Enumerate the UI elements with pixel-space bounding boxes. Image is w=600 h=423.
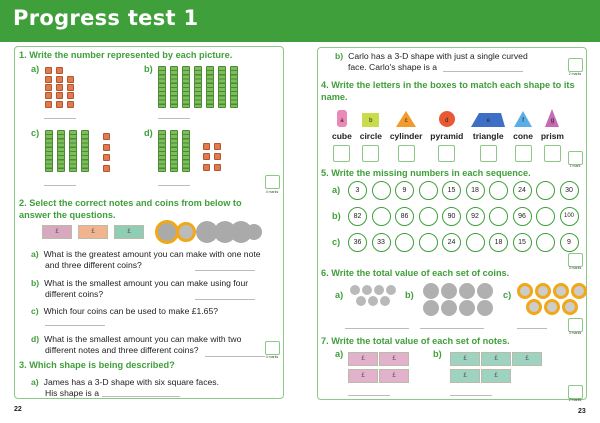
q6-marks-box[interactable] (568, 318, 583, 332)
q2-item-text: Which four coins can be used to make £1.65? (43, 306, 219, 316)
shape-letter: d (445, 118, 449, 124)
sequence-blank-input[interactable] (536, 181, 555, 200)
sequence-blank-input[interactable] (372, 181, 391, 200)
q2-item-text: What is the smallest amount you can make with two different notes and three different coins? (44, 334, 242, 355)
q3a-answer-line[interactable] (102, 396, 180, 397)
coin-icon (246, 224, 262, 240)
shape-answer-box[interactable] (362, 145, 379, 162)
unit-cube-icon (45, 101, 52, 108)
shape-d-wrap (439, 105, 455, 127)
q3a-label: a) (31, 377, 39, 387)
banknote-icon: £ (481, 369, 511, 383)
q5-marks-label: 3 marks (568, 266, 582, 270)
sequence-blank-input[interactable] (419, 207, 438, 226)
shape-f-wrap (514, 105, 532, 127)
q4-column (430, 105, 463, 162)
q2-marks-box[interactable] (265, 341, 280, 355)
unit-cube-icon (103, 154, 110, 161)
sequence-blank-input[interactable] (372, 207, 391, 226)
shape-name-label: prism (540, 131, 564, 141)
coin-icon (176, 222, 196, 242)
shape-b-wrap (362, 105, 379, 127)
sequence-number: 90 (442, 207, 461, 226)
seq-row-label: b) (332, 211, 341, 221)
coin-pound-icon (517, 283, 533, 299)
ten-rod-icon (230, 66, 238, 108)
banknote-icon: £ (379, 369, 409, 383)
coin-pound-icon (535, 283, 551, 299)
q4-column (471, 105, 505, 162)
banknote-icon: £ (348, 352, 378, 366)
banknote-icon: £ (114, 225, 144, 239)
shape-letter: e (486, 118, 490, 124)
unit-cube-icon (67, 92, 74, 99)
banknote-icon: £ (450, 352, 480, 366)
unit-cube-icon (203, 143, 210, 150)
coin-5p-icon (350, 285, 360, 295)
q2-item (31, 306, 261, 317)
ten-rod-icon (218, 66, 226, 108)
coin-pound-icon (526, 299, 542, 315)
shape-answer-box[interactable] (515, 145, 532, 162)
q5-title: 5. Write the missing numbers in each sequence. (321, 168, 531, 178)
unit-cube-icon (56, 76, 63, 83)
sequence-number: 82 (348, 207, 367, 226)
unit-cube-icon (67, 84, 74, 91)
seq-row-label: c) (332, 237, 341, 247)
unit-cube-icon (67, 101, 74, 108)
sequence-number: 18 (489, 233, 508, 252)
q6-marks-label: 3 marks (568, 331, 582, 335)
q2-answer-line[interactable] (205, 356, 265, 357)
ten-rod-icon (158, 130, 166, 172)
q3b-text-line1: Carlo has a 3-D shape with just a single curved (348, 51, 528, 61)
sequence-number: 24 (442, 233, 461, 252)
sequence-blank-input[interactable] (489, 207, 508, 226)
shape-c-wrap (396, 105, 416, 127)
shape-a-wrap (337, 105, 347, 127)
q4-title: 4. Write the letters in the boxes to match each shape to its name. (321, 80, 575, 102)
sequence-blank-input[interactable] (395, 233, 414, 252)
unit-cube-icon (56, 67, 63, 74)
q4-column (513, 105, 533, 162)
shape-answer-box[interactable] (480, 145, 497, 162)
q1a-label: a) (31, 64, 40, 74)
shape-answer-box[interactable] (333, 145, 350, 162)
unit-cube-icon (203, 153, 210, 160)
q3b-marks-label: 2 marks (568, 72, 582, 76)
shape-name-label: cone (513, 131, 533, 141)
q2-item-label: a) (31, 249, 39, 259)
q4-column (541, 105, 564, 162)
unit-cube-icon (45, 76, 52, 83)
sequence-number: 9 (395, 181, 414, 200)
q4-column (332, 105, 352, 162)
q2-answer-line[interactable] (45, 325, 105, 326)
q2-marks-label: 4 marks (265, 355, 279, 359)
q3a-text-line1: James has a 3-D shape with six square faces. (43, 377, 219, 387)
sequence-number: 36 (348, 233, 367, 252)
q6-answer-line[interactable] (420, 328, 484, 329)
q1a-answer-line[interactable] (44, 118, 76, 119)
unit-cube-icon (103, 165, 110, 172)
coin-pound-icon (553, 283, 569, 299)
q1c-answer-line[interactable] (44, 185, 76, 186)
q6-answer-line[interactable] (517, 328, 547, 329)
seq-row-label: a) (332, 185, 341, 195)
shape-g-wrap (545, 105, 559, 127)
page-header (0, 0, 600, 42)
sequence-number: 9 (560, 233, 579, 252)
q2-item-label: b) (31, 278, 40, 288)
ten-rod-icon (81, 130, 89, 172)
q1-title: 1. Write the number represented by each picture. (19, 50, 233, 60)
shape-letter: f (522, 118, 524, 124)
unit-cube-icon (214, 153, 221, 160)
q3a-text-line2: His shape is a (45, 388, 99, 398)
shape-letter: c (404, 118, 408, 124)
coin-pound-icon (571, 283, 587, 299)
q2-item (31, 249, 261, 271)
sequence-number: 33 (372, 233, 391, 252)
banknote-icon: £ (78, 225, 108, 239)
sequence-number: 96 (513, 207, 532, 226)
q3b-marks-box[interactable] (568, 58, 583, 72)
q1-marks-label: 4 marks (265, 190, 279, 194)
q5-marks-box[interactable] (568, 253, 583, 267)
coin-pound-icon (562, 299, 578, 315)
unit-cube-icon (67, 76, 74, 83)
q2-answer-line[interactable] (195, 270, 255, 271)
ten-rod-icon (194, 66, 202, 108)
q4-column (390, 105, 423, 162)
unit-cube-icon (103, 133, 110, 140)
q2-item (31, 278, 261, 300)
q6-title: 6. Write the total value of each set of coins. (321, 268, 510, 278)
coin-5p-icon (368, 296, 378, 306)
shape-name-label: circle (359, 131, 382, 141)
q7a-answer-line[interactable] (348, 395, 390, 396)
page-number-left: 22 (14, 406, 22, 413)
q4-shapes-row (332, 105, 564, 162)
banknote-icon: £ (450, 369, 480, 383)
q6-b-label: b) (405, 290, 414, 300)
ten-rod-icon (182, 66, 190, 108)
q3b-text (335, 51, 528, 62)
ten-rod-icon (170, 66, 178, 108)
coin-10p-icon (477, 283, 493, 299)
q2-title: 2. Select the correct notes and coins from below to answer the questions. (19, 198, 242, 220)
shape-letter: a (340, 118, 344, 124)
q3b-answer-line[interactable] (443, 71, 523, 72)
banknote-icon: £ (42, 225, 72, 239)
shape-answer-box[interactable] (544, 145, 561, 162)
shape-name-label: triangle (472, 131, 504, 141)
unit-cube-icon (214, 164, 221, 171)
unit-cube-icon (56, 92, 63, 99)
shape-answer-box[interactable] (398, 145, 415, 162)
q1d-answer-line[interactable] (158, 185, 190, 186)
sequence-blank-input[interactable] (536, 233, 555, 252)
unit-cube-icon (56, 84, 63, 91)
shape-name-label: cube (332, 131, 352, 141)
sequence-number: 86 (395, 207, 414, 226)
banknote-icon: £ (481, 352, 511, 366)
sequence-number: 100 (560, 207, 579, 226)
q1d-label: d) (144, 128, 153, 138)
q4-column (360, 105, 382, 162)
ten-rod-icon (182, 130, 190, 172)
coin-10p-icon (441, 300, 457, 316)
q1b-label: b) (144, 64, 153, 74)
shape-e-wrap (471, 105, 505, 127)
q6-answer-line[interactable] (345, 328, 409, 329)
q2-item-text: What is the smallest amount you can make using four different coins? (44, 278, 249, 299)
q7b-answer-line[interactable] (450, 395, 492, 396)
sequence-number: 15 (513, 233, 532, 252)
coin-pound-icon (544, 299, 560, 315)
page-number-right: 23 (578, 408, 586, 415)
sequence-blank-input[interactable] (466, 233, 485, 252)
shape-letter: g (550, 118, 555, 124)
q2-item-label: d) (31, 334, 40, 344)
q6-a-label: a) (335, 290, 344, 300)
coin-10p-icon (477, 300, 493, 316)
q7-a-label: a) (335, 349, 344, 359)
sequence-number: 24 (513, 181, 532, 200)
coin-10p-icon (423, 300, 439, 316)
q3-title: 3. Which shape is being described? (19, 360, 175, 370)
ten-rod-icon (45, 130, 53, 172)
sequence-number: 3 (348, 181, 367, 200)
sequence-number: 92 (466, 207, 485, 226)
ten-rod-icon (69, 130, 77, 172)
unit-cube-icon (203, 164, 210, 171)
coin-5p-icon (386, 285, 396, 295)
coin-10p-icon (459, 300, 475, 316)
q2-item-text: What is the greatest amount you can make with one note and three different coins? (43, 249, 261, 270)
ten-rod-icon (170, 130, 178, 172)
banknote-icon: £ (348, 369, 378, 383)
ten-rod-icon (206, 66, 214, 108)
coin-5p-icon (356, 296, 366, 306)
unit-cube-icon (45, 67, 52, 74)
q1c-label: c) (31, 128, 40, 138)
page-title: Progress test 1 (13, 6, 199, 30)
coin-5p-icon (374, 285, 384, 295)
coin-5p-icon (362, 285, 372, 295)
q3b-text-line2: face. Carlo's shape is a (348, 62, 438, 72)
q3a-text (31, 377, 219, 388)
banknote-icon: £ (379, 352, 409, 366)
coin-10p-icon (459, 283, 475, 299)
unit-cube-icon (45, 84, 52, 91)
q3b-label: b) (335, 51, 344, 61)
sequence-number: 15 (442, 181, 461, 200)
sequence-blank-input[interactable] (489, 181, 508, 200)
q7-title: 7. Write the total value of each set of notes. (321, 336, 510, 346)
q7-marks-box[interactable] (568, 385, 583, 399)
q2-answer-line[interactable] (195, 299, 255, 300)
sequence-number: 30 (560, 181, 579, 200)
q1-marks-box[interactable] (265, 175, 280, 189)
sequence-number: 18 (466, 181, 485, 200)
coin-10p-icon (423, 283, 439, 299)
ten-rod-icon (57, 130, 65, 172)
unit-cube-icon (214, 143, 221, 150)
shape-answer-box[interactable] (438, 145, 455, 162)
sequence-blank-input[interactable] (419, 181, 438, 200)
unit-cube-icon (56, 101, 63, 108)
ten-rod-icon (158, 66, 166, 108)
unit-cube-icon (103, 144, 110, 151)
q2-item-label: c) (31, 306, 39, 316)
q2-item (31, 334, 261, 356)
q4-marks-box[interactable] (568, 151, 583, 165)
q6-c-label: c) (503, 290, 512, 300)
shape-name-label: cylinder (389, 131, 423, 141)
q7-marks-label: 2 marks (568, 398, 582, 402)
q4-marks-label: 1 mark (569, 164, 581, 168)
banknote-icon: £ (512, 352, 542, 366)
q7-b-label: b) (433, 349, 442, 359)
sequence-blank-input[interactable] (536, 207, 555, 226)
sequence-blank-input[interactable] (419, 233, 438, 252)
shape-name-label: pyramid (430, 131, 464, 141)
coin-5p-icon (380, 296, 390, 306)
unit-cube-icon (45, 92, 52, 99)
coin-10p-icon (441, 283, 457, 299)
shape-letter: b (369, 118, 373, 124)
q1b-answer-line[interactable] (158, 118, 190, 119)
